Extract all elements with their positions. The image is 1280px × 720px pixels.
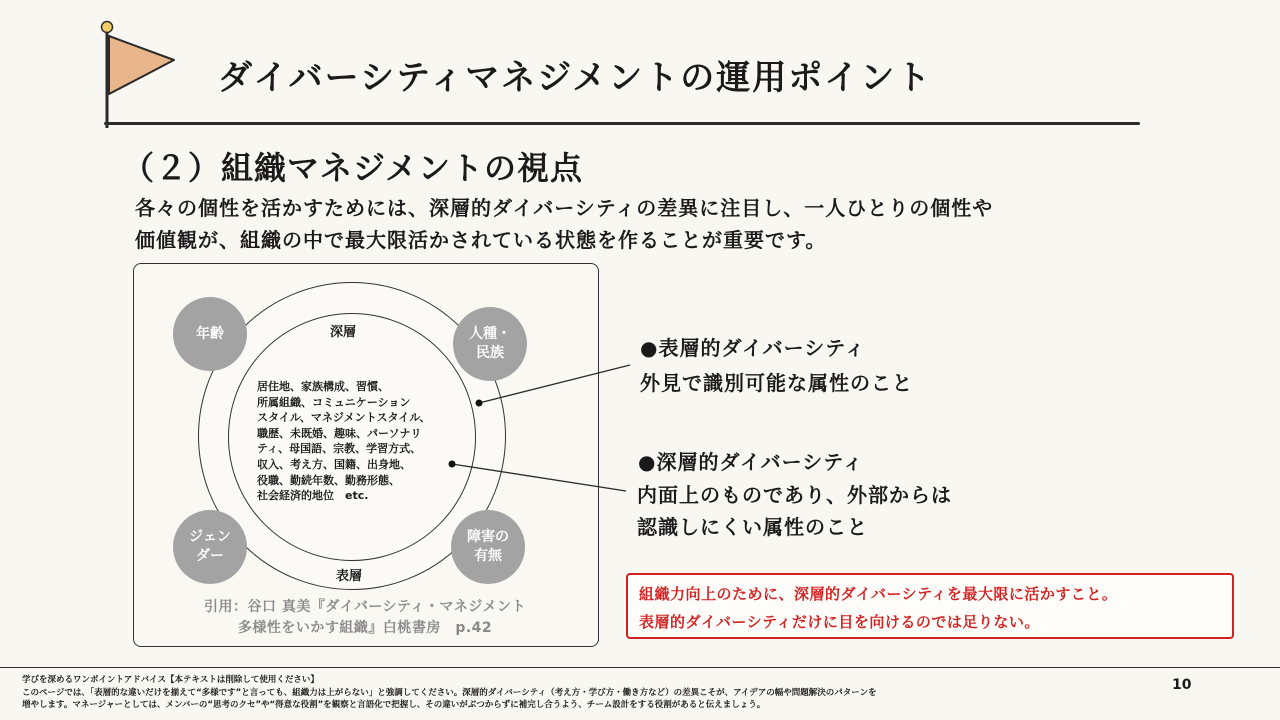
deep-diversity-text [637,479,952,543]
surface-attribute-disability [451,510,525,584]
deep-attributes-line: ティ、母国語、宗教、学習方式、 [257,442,422,456]
footer-line: このページでは、「表層的な違いだけを揃えて“多様です”と言っても、組織力は上がらない」と強調してください。深層的ダイバーシティ（考え方・学び方・働き方など）の差異こそが、アイデアの幅や問題解決のパターンを [22,687,877,698]
surface-attribute-label: 有無 [474,548,502,564]
surface-attribute-race [453,307,527,381]
callout-line: 表層的ダイバーシティだけに目を向けるのでは足りない。 [639,613,1040,631]
footer-line: 学びを深めるワンポイントアドバイス【本テキストは削除して使用ください】 [22,675,319,685]
definition-line: 外見で識別可能な属性のこと [640,371,913,395]
deep-attributes-line: 社会経済的地位 etc. [257,489,369,503]
lead-line: 各々の個性を活かすためには、深層的ダイバーシティの差異に注目し、一人ひとりの個性や [135,196,994,220]
deep-attributes-line: 所属組織、コミュニケーション [257,395,411,409]
definition-line: 認識しにくい属性のこと [637,515,868,539]
lead-paragraph [135,192,993,256]
deep-diversity-heading: ●深層的ダイバーシティ [638,450,864,474]
footer-divider [0,667,1280,668]
deep-layer-label: 深層 [329,325,356,340]
surface-attribute-age [173,297,247,371]
page-number: 10 [1172,677,1192,693]
lead-line: 価値観が、組織の中で最大限活かされている状態を作ることが重要です。 [135,228,827,252]
key-message-callout [626,573,1234,639]
surface-attribute-label: 年齢 [196,325,224,342]
surface-diversity-text [640,367,913,399]
flag-icon [96,18,186,130]
definition-line: 内面上のものであり、外部からは [637,483,952,507]
surface-attribute-label: 障害の [467,529,509,545]
deep-attributes-list [257,379,472,504]
citation-line: 多様性をいかす組織』白桃書房 p.42 [237,620,493,636]
footer-line: 増やします。マネージャーとしては、メンバーの“思考のクセ”や“得意な役割”を観察と言語化で把握し、その違いがぶつからずに補完し合うよう、チーム設計をする役割があると伝えましょう。 [22,700,766,710]
deep-attributes-line: スタイル、マネジメントスタイル、 [257,411,431,425]
citation [150,597,580,639]
surface-attribute-label: 民族 [476,345,504,361]
deep-attributes-line: 役職、勤続年数、勤務形態、 [257,473,400,487]
page-title: ダイバーシティマネジメントの運用ポイント [218,58,933,98]
deep-attributes-line: 収入、考え方、国籍、出身地、 [257,457,411,471]
deep-attributes-line: 居住地、家族構成、習慣、 [257,380,389,393]
advice-footer [22,674,1162,712]
header-divider [104,122,1140,125]
deep-attributes-line: 職歴、未既婚、趣味、パーソナリ [257,426,422,440]
callout-line: 組織力向上のために、深層的ダイバーシティを最大限に活かすこと。 [639,585,1118,603]
surface-attribute-label: 人種・ [469,326,511,342]
surface-attribute-label: ダー [196,548,224,564]
surface-layer-label: 表層 [335,569,362,584]
section-subtitle: （２）組織マネジメントの視点 [122,149,584,187]
citation-line: 引用：谷口 真美『ダイバーシティ・マネジメント [204,599,526,615]
surface-diversity-heading: ●表層的ダイバーシティ [640,336,866,360]
surface-attribute-label: ジェン [189,529,231,545]
surface-attribute-gender [173,510,247,584]
